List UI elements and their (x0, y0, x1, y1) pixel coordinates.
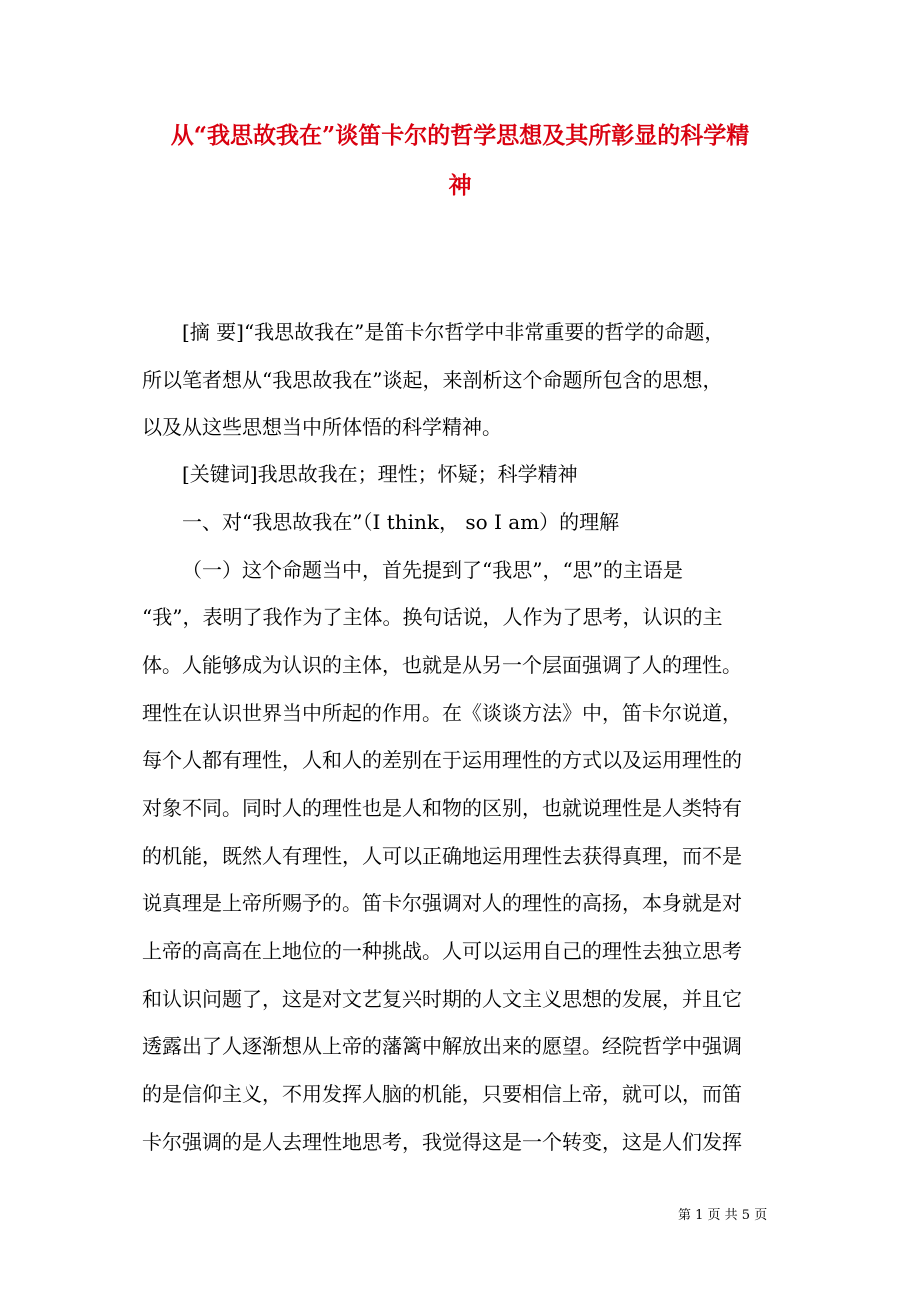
body-line-5: 每个人都有理性，人和人的差别在于运用理性的方式以及运用理性的 (142, 748, 742, 772)
body-line-13: 卡尔强调的是人去理性地思考，我觉得这是一个转变，这是人们发挥 (142, 1130, 742, 1154)
body-line-4: 理性在认识世界当中所起的作用。在《谈谈方法》中，笛卡尔说道， (142, 701, 742, 725)
body-line-12: 的是信仰主义，不用发挥人脑的机能，只要相信上帝，就可以，而笛 (142, 1082, 742, 1106)
abstract-line-3: 以及从这些思想当中所体悟的科学精神。 (142, 415, 502, 439)
section-heading: 一、对“我思故我在”（I think， so I am）的理解 (182, 510, 620, 534)
document-title-line-1: 从“我思故我在”谈笛卡尔的哲学思想及其所彰显的科学精 (170, 122, 750, 149)
body-line-1: （一）这个命题当中，首先提到了“我思”，“思”的主语是 (182, 558, 683, 582)
abstract-line-1: [摘 要]“我思故我在”是笛卡尔哲学中非常重要的哲学的命题， (182, 320, 725, 344)
page-number-footer: 第 1 页 共 5 页 (678, 1208, 768, 1223)
body-line-11: 透露出了人逐渐想从上帝的藩篱中解放出来的愿望。经院哲学中强调 (142, 1034, 742, 1058)
body-line-7: 的机能，既然人有理性，人可以正确地运用理性去获得真理，而不是 (142, 844, 742, 868)
body-line-3: 体。人能够成为认识的主体，也就是从另一个层面强调了人的理性。 (142, 653, 742, 677)
keywords-line: [关键词]我思故我在；理性；怀疑；科学精神 (182, 462, 578, 486)
body-line-6: 对象不同。同时人的理性也是人和物的区别，也就说理性是人类特有 (142, 796, 742, 820)
body-line-9: 上帝的高高在上地位的一种挑战。人可以运用自己的理性去独立思考 (142, 939, 742, 963)
body-line-10: 和认识问题了，这是对文艺复兴时期的人文主义思想的发展，并且它 (142, 987, 742, 1011)
body-line-8: 说真理是上帝所赐予的。笛卡尔强调对人的理性的高扬，本身就是对 (142, 891, 742, 915)
abstract-line-2: 所以笔者想从“我思故我在”谈起，来剖析这个命题所包含的思想， (142, 368, 723, 392)
document-title-line-2: 神 (448, 172, 472, 199)
body-line-2: “我”，表明了我作为了主体。换句话说，人作为了思考，认识的主 (142, 605, 723, 629)
